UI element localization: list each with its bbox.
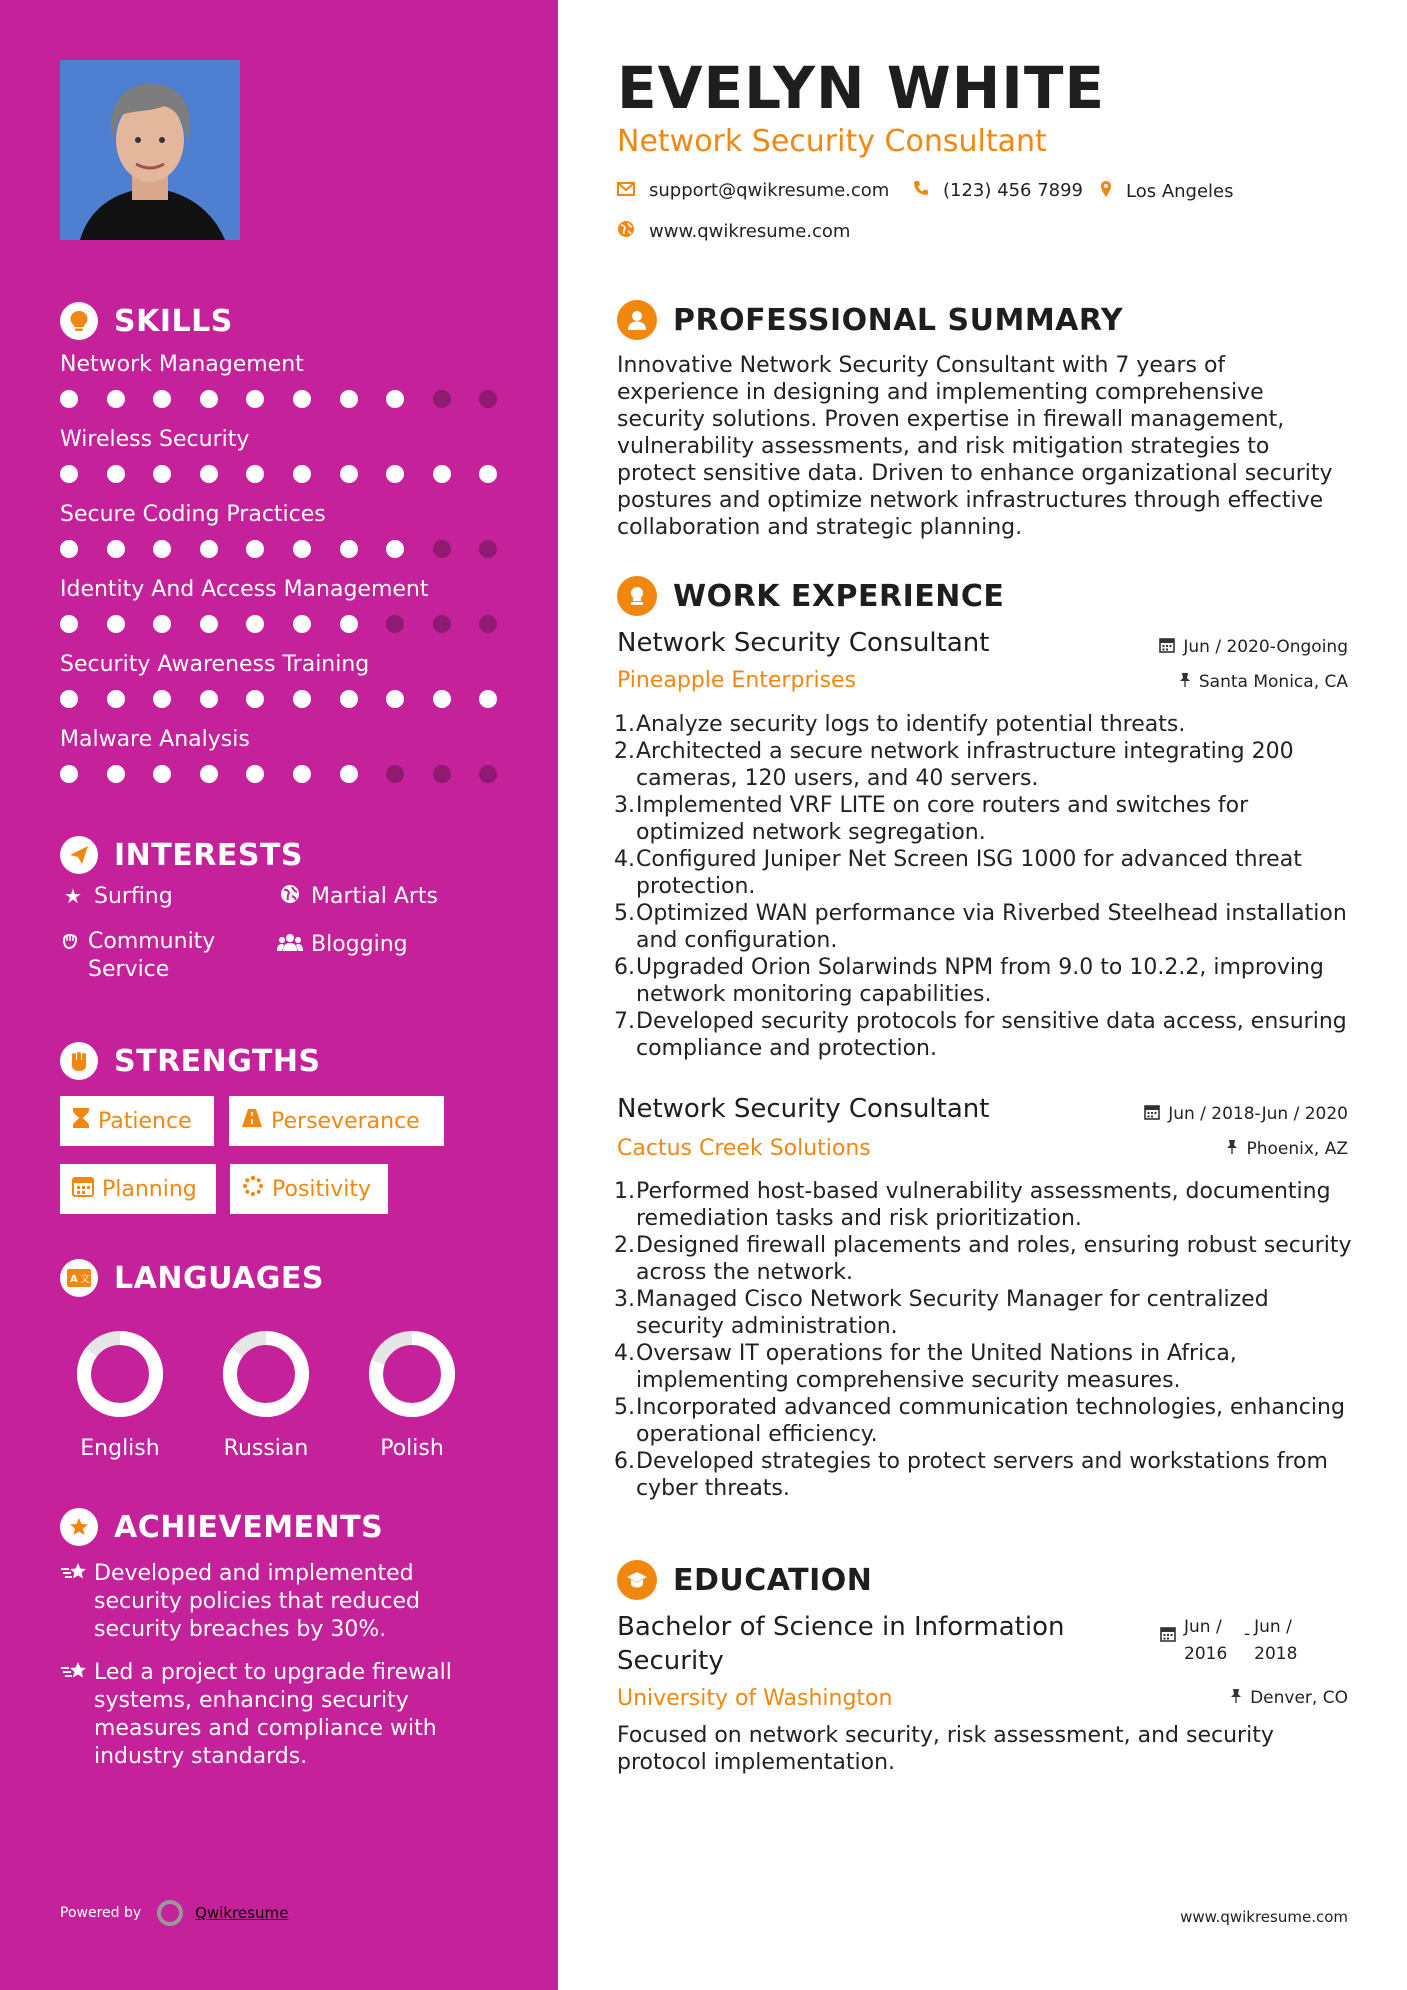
bullet-number: 2. — [614, 1233, 635, 1258]
lightbulb-icon — [60, 302, 98, 340]
skill-rating-dot — [479, 690, 497, 708]
envelope-icon — [617, 180, 635, 201]
contact-phone — [913, 180, 1083, 201]
skill-rating — [60, 465, 526, 483]
achievement-item — [60, 1659, 490, 1771]
skill-rating-dot — [153, 615, 171, 633]
skill-rating-dot — [107, 615, 125, 633]
strength-badge — [229, 1096, 444, 1146]
education-end — [1254, 1614, 1297, 1668]
job-title: Network Security Consultant — [617, 1094, 990, 1124]
pushpin-icon — [1230, 1688, 1242, 1708]
skill-rating-dot — [153, 465, 171, 483]
svg-text:A: A — [70, 1274, 78, 1285]
summary-header — [617, 300, 1123, 340]
language-label: Russian — [223, 1436, 309, 1461]
achievement-text: Led a project to upgrade firewall systems, enhancing security measures and compliance with industry standards. — [94, 1660, 452, 1769]
interests-header — [60, 835, 303, 875]
bullet-number: 6. — [614, 1449, 635, 1474]
candidate-name: EVELYN WHITE — [617, 54, 1106, 122]
skill-rating-dot — [60, 540, 78, 558]
skill-rating-dot — [200, 615, 218, 633]
hourglass-icon — [72, 1107, 90, 1135]
summary-title: PROFESSIONAL SUMMARY — [673, 302, 1124, 338]
strength-badge — [60, 1164, 216, 1214]
job-bullet — [614, 738, 1354, 792]
skill-rating-dot — [246, 690, 264, 708]
skill-rating-dot — [60, 615, 78, 633]
skill-rating-dot — [293, 540, 311, 558]
skills-header — [60, 301, 233, 341]
skill-rating-dot — [246, 765, 264, 783]
skill-rating-dot — [479, 615, 497, 633]
skill-rating-dot — [246, 465, 264, 483]
language-item — [65, 1326, 175, 1461]
language-icon — [60, 1259, 98, 1297]
skill-rating-dot — [340, 390, 358, 408]
profile-photo — [60, 60, 240, 240]
skill-rating-dot — [60, 690, 78, 708]
skill-rating-dot — [340, 465, 358, 483]
star-icon: ★ — [64, 884, 82, 908]
achievement-item — [60, 1560, 490, 1644]
interest-item — [277, 932, 408, 957]
paper-plane-icon — [60, 836, 98, 874]
interest-label: Surfing — [94, 884, 173, 909]
bullet-number: 6. — [614, 955, 635, 980]
skill-rating-dot — [246, 540, 264, 558]
skill-rating-dot — [60, 465, 78, 483]
bullet-text: Performed host-based vulnerability assessments, documenting remediation tasks and risk prioritization. — [636, 1179, 1331, 1231]
language-item — [357, 1326, 467, 1461]
education-title: EDUCATION — [673, 1562, 873, 1598]
languages-header — [60, 1258, 324, 1298]
strength-label: Patience — [98, 1108, 192, 1134]
job-location-text: Phoenix, AZ — [1246, 1139, 1348, 1159]
skill-label: Malware Analysis — [60, 727, 250, 752]
interest-item — [60, 884, 173, 909]
bullet-text: Designed firewall placements and roles, ensuring robust security across the network. — [636, 1233, 1352, 1285]
language-label: Polish — [380, 1436, 444, 1461]
bullet-number: 7. — [614, 1009, 635, 1034]
bullet-text: Implemented VRF LITE on core routers and switches for optimized network segregation. — [636, 793, 1249, 845]
skill-rating-dot — [293, 465, 311, 483]
bullet-number: 3. — [614, 1287, 635, 1312]
contact-location — [1100, 180, 1234, 203]
calendar-icon — [1144, 1104, 1160, 1124]
skill-rating-dot — [107, 390, 125, 408]
fist-icon — [60, 1042, 98, 1080]
job-bullet — [614, 900, 1354, 954]
hand-icon — [60, 932, 80, 957]
skill-rating — [60, 765, 526, 783]
skill-rating-dot — [479, 540, 497, 558]
skill-rating-dot — [153, 390, 171, 408]
skill-rating-dot — [153, 540, 171, 558]
strength-badge — [230, 1164, 388, 1214]
skill-rating-dot — [200, 690, 218, 708]
skill-rating-dot — [293, 765, 311, 783]
users-icon — [277, 932, 303, 957]
skill-rating — [60, 615, 526, 633]
job-dates-text: Jun / 2018-Jun / 2020 — [1168, 1104, 1348, 1124]
bullet-text: Analyze security logs to identify potential threats. — [636, 712, 1186, 737]
education-location-text: Denver, CO — [1250, 1688, 1348, 1708]
bullet-number: 2. — [614, 739, 635, 764]
language-level-donut — [72, 1326, 168, 1422]
globe-icon — [617, 220, 635, 243]
interest-item — [60, 929, 250, 984]
skill-rating-dot — [386, 465, 404, 483]
skill-rating-dot — [386, 540, 404, 558]
skill-rating-dot — [340, 690, 358, 708]
skill-rating-dot — [293, 615, 311, 633]
skill-rating-dot — [107, 540, 125, 558]
bullet-number: 1. — [614, 1179, 635, 1204]
job-bullet — [614, 792, 1354, 846]
job-bullet — [614, 1394, 1354, 1448]
interest-label: Martial Arts — [311, 884, 439, 909]
globe-icon — [277, 884, 303, 909]
calendar-icon — [1160, 1626, 1176, 1668]
job-title: Network Security Consultant — [617, 628, 990, 658]
map-pin-icon — [1100, 180, 1112, 203]
powered-by — [60, 1900, 288, 1926]
skill-rating-dot — [340, 615, 358, 633]
pushpin-icon — [1226, 1139, 1238, 1159]
briefcase-icon — [617, 576, 657, 616]
user-icon — [617, 300, 657, 340]
skill-rating-dot — [107, 690, 125, 708]
powered-by-label: Powered by — [60, 1905, 142, 1921]
language-level-donut — [218, 1326, 314, 1422]
contact-email — [617, 180, 889, 201]
start-month: Jun / — [1184, 1617, 1222, 1637]
bullet-number: 1. — [614, 712, 635, 737]
job-bullet — [614, 1340, 1354, 1394]
strength-badge — [60, 1096, 214, 1146]
job-bullets — [614, 711, 1354, 1062]
strengths-title: STRENGTHS — [114, 1043, 321, 1079]
qwikresume-logo-icon — [157, 1900, 183, 1926]
strengths-header — [60, 1041, 321, 1081]
svg-text:文: 文 — [80, 1274, 90, 1285]
skill-rating-dot — [60, 390, 78, 408]
education-description: Focused on network security, risk assessment, and security protocol implementation. — [617, 1723, 1274, 1775]
skill-rating-dot — [200, 765, 218, 783]
job-company: Pineapple Enterprises — [617, 668, 857, 693]
skill-rating-dot — [433, 765, 451, 783]
skill-rating-dot — [340, 540, 358, 558]
language-item — [211, 1326, 321, 1461]
job-bullet — [614, 1286, 1354, 1340]
skill-rating-dot — [340, 765, 358, 783]
job-bullet — [614, 1008, 1354, 1062]
school-name: University of Washington — [617, 1686, 893, 1711]
education-start — [1184, 1614, 1242, 1668]
bullet-number: 5. — [614, 1395, 635, 1420]
bullet-number: 3. — [614, 793, 635, 818]
job-bullet — [614, 1448, 1354, 1502]
skill-label: Wireless Security — [60, 427, 250, 452]
portrait-image — [60, 60, 240, 240]
skill-rating — [60, 540, 526, 558]
sidebar — [0, 0, 558, 1990]
job-bullet — [614, 1232, 1354, 1286]
job-bullet — [614, 711, 1354, 738]
start-year: 2016 — [1184, 1644, 1228, 1664]
qwikresume-link[interactable]: Qwikresume — [195, 1904, 289, 1922]
skill-rating-dot — [479, 390, 497, 408]
skill-rating — [60, 390, 526, 408]
skill-rating-dot — [246, 390, 264, 408]
candidate-role: Network Security Consultant — [617, 124, 1047, 159]
graduation-cap-icon — [617, 1560, 657, 1600]
skill-rating-dot — [386, 690, 404, 708]
skill-rating-dot — [293, 390, 311, 408]
strength-label: Planning — [102, 1176, 197, 1202]
skill-rating-dot — [433, 615, 451, 633]
job-location — [1179, 672, 1348, 692]
skill-rating-dot — [386, 615, 404, 633]
education-header — [617, 1560, 872, 1600]
skill-rating-dot — [153, 765, 171, 783]
road-icon — [241, 1108, 263, 1134]
shooting-star-icon — [60, 1659, 94, 1771]
job-dates — [1144, 1104, 1348, 1124]
footer-url[interactable]: www.qwikresume.com — [1180, 1908, 1348, 1926]
experience-title: WORK EXPERIENCE — [673, 578, 1005, 614]
job-bullet — [614, 846, 1354, 900]
bullet-text: Oversaw IT operations for the United Nations in Africa, implementing comprehensive security measures. — [636, 1341, 1237, 1393]
skills-title: SKILLS — [114, 303, 233, 339]
phone-text: (123) 456 7899 — [943, 180, 1084, 201]
skill-rating-dot — [107, 765, 125, 783]
date-dash: - — [1244, 1624, 1251, 1644]
bullet-text: Architected a secure network infrastructure integrating 200 cameras, 120 users, and 40 servers. — [636, 739, 1294, 791]
summary-text: Innovative Network Security Consultant with 7 years of experience in designing and implementing comprehensive security solutions. Proven expertise in firewall management, vulnerability assessments, and risk mitigation strategies to protect sensitive data. Driven to enhance organizational security postures and optimize network infrastructures through effective collaboration and strategic planning. — [617, 353, 1333, 540]
job-bullet — [614, 1178, 1354, 1232]
skill-rating-dot — [433, 540, 451, 558]
location-text: Los Angeles — [1126, 181, 1234, 202]
interest-label: Community Service — [88, 929, 216, 982]
degree-title: Bachelor of Science in Information Security — [617, 1612, 1065, 1676]
calendar-icon — [72, 1175, 94, 1203]
experience-header — [617, 576, 1004, 616]
shooting-star-icon — [60, 1560, 94, 1644]
skill-rating-dot — [433, 690, 451, 708]
skill-rating-dot — [433, 465, 451, 483]
interests-title: INTERESTS — [114, 837, 303, 873]
phone-icon — [913, 180, 929, 201]
interest-label: Blogging — [311, 932, 408, 957]
language-label: English — [80, 1436, 160, 1461]
job-location-text: Santa Monica, CA — [1198, 672, 1348, 692]
skill-rating-dot — [60, 765, 78, 783]
skill-rating-dot — [386, 765, 404, 783]
education-location — [1230, 1688, 1348, 1708]
skill-rating — [60, 690, 526, 708]
languages-title: LANGUAGES — [114, 1260, 324, 1296]
bullet-text: Incorporated advanced communication technologies, enhancing operational efficiency. — [636, 1395, 1345, 1447]
job-dates — [1159, 637, 1348, 657]
bullet-text: Configured Juniper Net Screen ISG 1000 for advanced threat protection. — [636, 847, 1302, 899]
skill-rating-dot — [479, 465, 497, 483]
contact-website — [617, 220, 850, 243]
strength-label: Perseverance — [271, 1108, 420, 1134]
skill-rating-dot — [153, 690, 171, 708]
email-text[interactable]: support@qwikresume.com — [649, 180, 890, 201]
bullet-text: Managed Cisco Network Security Manager for centralized security administration. — [636, 1287, 1269, 1339]
skill-rating-dot — [107, 465, 125, 483]
skill-label: Security Awareness Training — [60, 652, 370, 677]
job-bullets — [614, 1178, 1354, 1502]
spinner-icon — [242, 1175, 264, 1203]
job-dates-text: Jun / 2020-Ongoing — [1183, 637, 1348, 657]
skill-rating-dot — [479, 765, 497, 783]
bullet-text: Optimized WAN performance via Riverbed Steelhead installation and configuration. — [636, 901, 1347, 953]
skill-rating-dot — [200, 540, 218, 558]
trophy-icon — [60, 1508, 98, 1546]
job-company: Cactus Creek Solutions — [617, 1136, 871, 1161]
strength-label: Positivity — [272, 1176, 372, 1202]
education-dates — [1160, 1614, 1297, 1668]
achievement-text: Developed and implemented security policies that reduced security breaches by 30%. — [94, 1561, 420, 1642]
skill-label: Secure Coding Practices — [60, 502, 326, 527]
pushpin-icon — [1179, 672, 1191, 692]
calendar-icon — [1159, 637, 1175, 657]
skill-rating-dot — [200, 390, 218, 408]
bullet-text: Developed strategies to protect servers and workstations from cyber threats. — [636, 1449, 1328, 1501]
skill-rating-dot — [200, 465, 218, 483]
bullet-text: Upgraded Orion Solarwinds NPM from 9.0 to 10.2.2, improving network monitoring capabilities. — [636, 955, 1324, 1007]
interest-item — [277, 884, 438, 909]
job-location — [1226, 1139, 1348, 1159]
skill-rating-dot — [433, 390, 451, 408]
achievements-header — [60, 1507, 383, 1547]
bullet-number: 5. — [614, 901, 635, 926]
skill-rating-dot — [293, 690, 311, 708]
skill-rating-dot — [246, 615, 264, 633]
skill-label: Network Management — [60, 352, 304, 377]
website-text[interactable]: www.qwikresume.com — [649, 221, 851, 242]
job-bullet — [614, 954, 1354, 1008]
bullet-text: Developed security protocols for sensitive data access, ensuring compliance and protection. — [636, 1009, 1347, 1061]
skill-label: Identity And Access Management — [60, 577, 429, 602]
language-level-donut — [364, 1326, 460, 1422]
skill-rating-dot — [386, 390, 404, 408]
end-month: Jun / — [1254, 1617, 1292, 1637]
bullet-number: 4. — [614, 847, 635, 872]
bullet-number: 4. — [614, 1341, 635, 1366]
end-year: 2018 — [1254, 1644, 1298, 1664]
achievements-title: ACHIEVEMENTS — [114, 1509, 384, 1545]
